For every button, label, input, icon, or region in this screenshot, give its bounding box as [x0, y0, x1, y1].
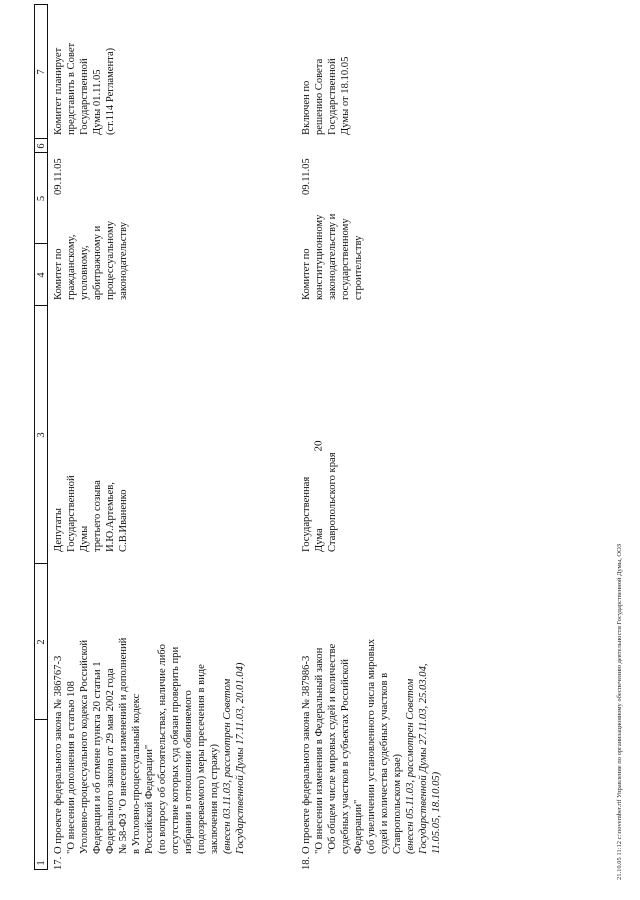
bill-description: № 58-ФЗ "О внесении изменений и дополнений [118, 637, 129, 854]
header-col-1: 1 [36, 860, 47, 866]
bill-description: (по вопросу об обстоятельствах, наличие либо [157, 644, 168, 854]
status-note: Думы 01.11.05 [92, 69, 103, 135]
bill-author: С.В.Иваненко [118, 489, 129, 552]
header-col-6: 6 [36, 143, 47, 149]
bill-description: (об увеличении установленного числа мировых [366, 638, 377, 854]
bill-author: Думы [79, 525, 90, 552]
bill-description: Федерального закона от 29 мая 2002 года [105, 668, 116, 854]
responsible-committee: Комитет по [53, 248, 64, 300]
responsible-committee: Комитет по [301, 248, 312, 300]
bill-description: заключения под стражу) [209, 743, 220, 854]
header-col-5: 5 [36, 195, 47, 202]
bill-author: Ставропольского края [327, 452, 338, 552]
bill-description: судей и количества судебных участков в [379, 672, 390, 854]
status-note: Государственной [327, 58, 338, 135]
row-number: 18. [301, 856, 312, 870]
status-note: Включен по [301, 80, 312, 135]
bill-author: Государственная [301, 476, 312, 552]
bill-description: О проекте федерального закона № 386767-3 [53, 655, 64, 854]
bill-description: избрании в отношении обвиняемого [183, 690, 194, 854]
bill-description: 11.05.05, 18.10.05) [431, 771, 442, 854]
bill-description: Государственной Думы 27.11.03, 25.03.04, [418, 663, 429, 854]
status-note: Комитет планирует [53, 47, 64, 135]
bill-description: О проекте федерального закона № 387986-3 [301, 655, 312, 854]
bill-author: Государственной [66, 475, 77, 552]
bill-description: Федерации" [353, 799, 364, 854]
page-footer: 21.10.05 11:12 c:\november.rtf Управление по организационному обеспечению деятельности Государственной Думы, ООЗ [616, 543, 623, 880]
bill-description: Ставропольском крае) [392, 753, 403, 854]
row-number: 17. [53, 856, 64, 870]
responsible-committee: уголовному, [79, 245, 90, 300]
responsible-committee: государственному [340, 218, 351, 300]
status-note: Думы от 18.10.05 [340, 56, 351, 135]
bill-author: И.Ю.Артемьев, [105, 482, 116, 552]
bill-author: Дума [314, 528, 325, 552]
header-col-4: 4 [36, 272, 47, 278]
date: 09.11.05 [301, 158, 312, 195]
responsible-committee: строительству [353, 235, 364, 300]
bill-author: Депутаты [53, 508, 64, 552]
page-number: 20 [312, 440, 325, 452]
responsible-committee: гражданскому, [66, 234, 77, 300]
bill-description: судебных участков в субъектах Российской [340, 659, 351, 854]
bill-description: Федерации и об отмене пункта 20 статьи 1 [92, 661, 103, 854]
status-note: Государственной [79, 58, 90, 135]
bill-description: Государственной Думы 17.11.03, 20.01.04) [235, 662, 246, 854]
bill-description: "О внесении дополнения в статью 108 [66, 681, 77, 854]
header-col-3: 3 [36, 432, 47, 438]
bill-description: "О внесении изменения в Федеральный закон [314, 647, 325, 854]
bill-description: отсутствие которых суд обязан проверить при [170, 646, 181, 854]
header-col-7: 7 [36, 69, 47, 75]
bill-description: (внесен 05.11.03, рассмотрен Советом [405, 678, 416, 854]
responsible-committee: арбитражному и [92, 225, 103, 300]
bill-description: Российской Федерации" [144, 744, 155, 854]
responsible-committee: конституционному [314, 214, 325, 300]
date: 09.11.05 [53, 158, 64, 195]
status-note: решению Совета [314, 58, 325, 135]
status-note: представить в Совет [66, 42, 77, 135]
bill-description: Уголовно-процессуального кодекса Российской [79, 639, 90, 854]
bill-author: третьего созыва [92, 480, 103, 552]
responsible-committee: законодательству и [327, 213, 338, 300]
responsible-committee: законодательству [118, 222, 129, 300]
bill-description: "Об общем числе мировых судей и количестве [327, 643, 338, 854]
status-note: (ст.114 Регламента) [105, 47, 116, 135]
responsible-committee: процессуальному [105, 221, 116, 300]
bill-description: в Уголовно-процессуальный кодекс [131, 693, 142, 854]
bill-description: (подозреваемого) меры пресечения в виде [196, 664, 207, 854]
header-col-2: 2 [36, 639, 47, 645]
bill-description: (внесен 03.11.03, рассмотрен Советом [222, 678, 233, 854]
